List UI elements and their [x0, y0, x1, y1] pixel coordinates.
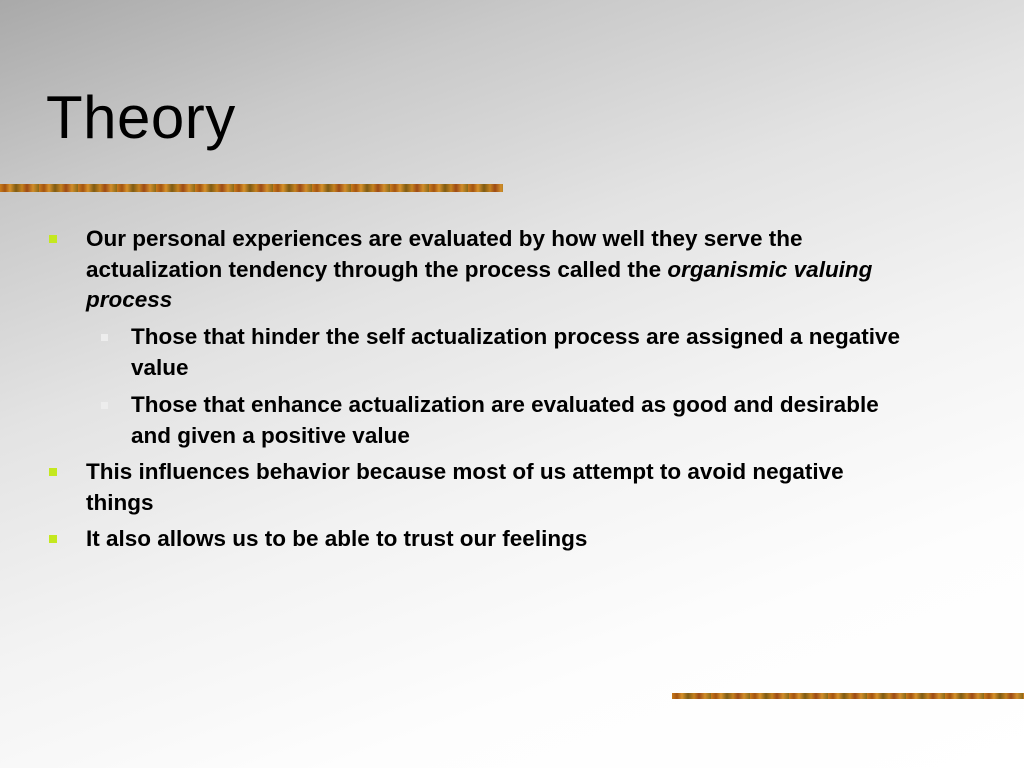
square-bullet-icon: [49, 468, 57, 476]
bullet-text: Those that hinder the self actualization process are assigned a negative value: [131, 324, 900, 380]
bullet-emphasis: organismic valuing process: [86, 256, 873, 312]
bullet-text: Those that enhance actualization are evaluated as good and desirable and given a positive value: [131, 392, 879, 448]
square-bullet-icon: [101, 334, 108, 341]
title-divider: [0, 184, 503, 192]
sub-bullet-item: [131, 390, 911, 451]
bullet-text: It also allows us to be able to trust our feelings: [86, 526, 588, 551]
footer-divider: [672, 693, 1024, 699]
bullet-item: [86, 224, 916, 316]
bullet-item: [86, 457, 916, 518]
square-bullet-icon: [49, 535, 57, 543]
slide-title: Theory: [46, 84, 236, 151]
bullet-item: [86, 524, 916, 555]
square-bullet-icon: [101, 402, 108, 409]
square-bullet-icon: [49, 235, 57, 243]
bullet-text: Our personal experiences are evaluated by how well they serve the actualization tendency through the process called the: [86, 226, 803, 282]
sub-bullet-item: [131, 322, 911, 383]
bullet-text: This influences behavior because most of us attempt to avoid negative things: [86, 459, 844, 515]
